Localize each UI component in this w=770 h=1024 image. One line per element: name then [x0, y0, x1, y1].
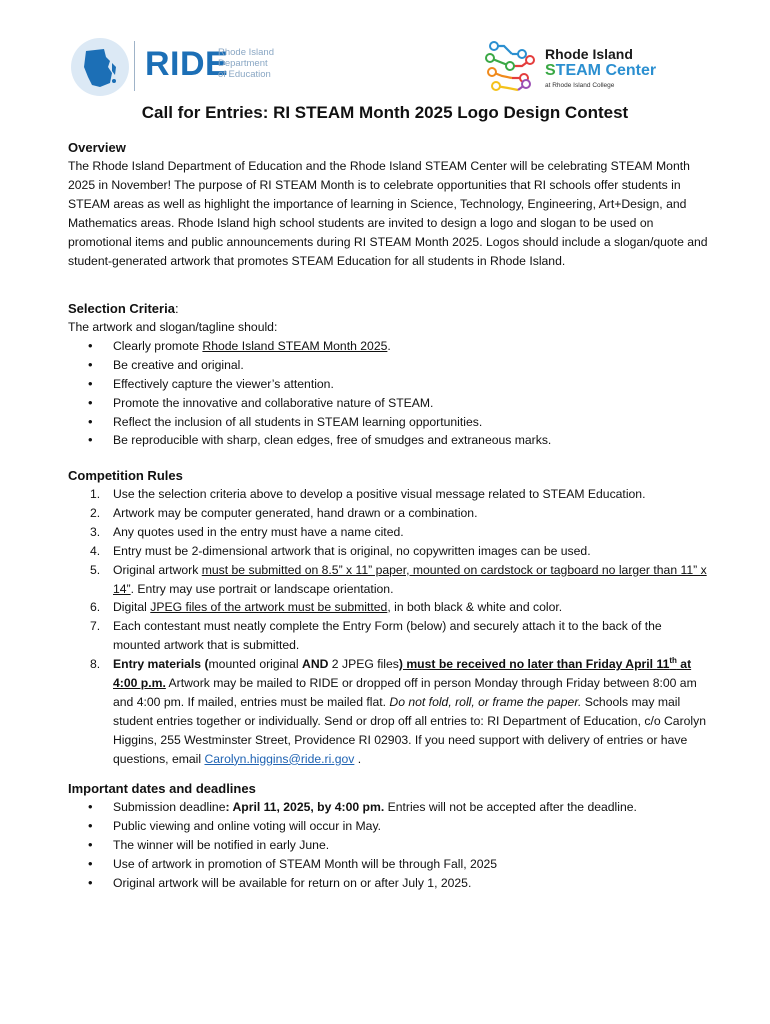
- list-item: • The winner will be notified in early June.: [68, 836, 708, 855]
- competition-rules-section: [68, 466, 708, 769]
- steam-logo-line2: STEAM Center: [545, 62, 657, 79]
- overview-text: The Rhode Island Department of Education and the Rhode Island STEAM Center will be celebrating STEAM Month 2025 in November! The purpose of RI STEAM Month is to celebrate opportunities that RI schools offer students in STEAM areas as well as highlight the importance of learning in Science, Technology, Engineering, Art+Design, and Mathematics areas. Rhode Island high school students are invited to design a logo and slogan to be used on promotional items and public announcements during RI STEAM Month 2025. Logos should include a slogan/quote and student-generated artwork that promotes STEAM Education for all students in Rhode Island.: [68, 159, 708, 268]
- list-item: • Clearly promote Rhode Island STEAM Month 2025.: [68, 337, 708, 356]
- overview-section: [68, 138, 708, 270]
- molecule-icon: [482, 38, 542, 96]
- page-title: Call for Entries: RI STEAM Month 2025 Logo Design Contest: [141, 103, 629, 122]
- ride-subtitle: Rhode Island Department of Education: [218, 47, 274, 80]
- list-item: • Effectively capture the viewer’s attention.: [68, 375, 708, 394]
- list-item: 4. Entry must be 2-dimensional artwork that is original, no copywritten images can be used.: [90, 543, 591, 558]
- selection-criteria-section: [68, 299, 708, 450]
- list-item: • Public viewing and online voting will occur in May.: [68, 817, 708, 836]
- steam-logo-line1: Rhode Island: [545, 46, 633, 62]
- list-item: 1. Use the selection criteria above to develop a positive visual message related to STEAM Education.: [90, 487, 646, 501]
- list-item: • Promote the innovative and collaborative nature of STEAM.: [68, 394, 708, 413]
- list-item: 3. Any quotes used in the entry must have a name cited.: [90, 524, 404, 539]
- overview-heading: Overview: [68, 140, 126, 155]
- important-dates-heading: Important dates and deadlines: [68, 781, 256, 796]
- list-item: • Use of artwork in promotion of STEAM Month will be through Fall, 2025: [68, 855, 708, 874]
- list-item: • Be creative and original.: [68, 356, 708, 375]
- ride-wordmark: RIDE: [145, 45, 229, 83]
- list-item: • Submission deadline: April 11, 2025, by 4:00 pm. Entries will not be accepted after the deadline.: [68, 798, 708, 817]
- ride-logo: [70, 37, 280, 97]
- list-item: 2. Artwork may be computer generated, hand drawn or a combination.: [90, 505, 478, 520]
- steam-month-underlined-text: Rhode Island STEAM Month 2025: [202, 338, 388, 353]
- list-item: 6. Digital JPEG files of the artwork must be submitted, in both black & white and color.: [90, 600, 563, 615]
- selection-criteria-heading: Selection Criteria:: [68, 301, 179, 316]
- logo-divider: [134, 41, 135, 91]
- steam-logo-line3: at Rhode Island College: [545, 82, 615, 89]
- important-dates-list: [68, 798, 708, 893]
- list-item: 5. Original artwork must be submitted on 8.5” x 11” paper, mounted on cardstock or tagboard no larger than 11” x 14”. Entry may use portrait or landscape orientation.: [90, 562, 707, 596]
- list-item: • Original artwork will be available for return on or after July 1, 2025.: [68, 874, 708, 893]
- list-item: • Reflect the inclusion of all students in STEAM learning opportunities.: [68, 413, 708, 432]
- list-item: • Be reproducible with sharp, clean edges, free of smudges and extraneous marks.: [68, 431, 708, 450]
- selection-criteria-list: [68, 337, 708, 450]
- list-item: 8. Entry materials (mounted original AND 2 JPEG files) must be received no later than Friday April 11th at 4:00 p.m. Artwork may be mailed to RIDE or dropped off in person Monday through Friday between 8:00 am and 4:00 pm. If mailed, entries must be mailed flat. Do not fold, roll, or frame the paper. Schools may mail student entries together or individually. Send or drop off all entries to: RI Department of Education, c/o Carolyn Higgins, 255 Westminster Street, Providence RI 02903. If you need support with delivery of entries or have questions, email Carolyn.higgins@ride.ri.gov .: [90, 656, 706, 766]
- list-item: 7. Each contestant must neatly complete the Entry Form (below) and securely attach it to the back of the mounted artwork that is submitted.: [90, 619, 662, 653]
- important-dates-section: [68, 779, 708, 893]
- email-link[interactable]: Carolyn.higgins@ride.ri.gov: [204, 751, 355, 766]
- steam-center-logo: [482, 38, 672, 98]
- competition-rules-heading: Competition Rules: [68, 468, 183, 483]
- competition-rules-list: [68, 485, 708, 769]
- selection-intro: The artwork and slogan/tagline should:: [68, 320, 278, 334]
- rhode-island-map-icon: [70, 37, 130, 97]
